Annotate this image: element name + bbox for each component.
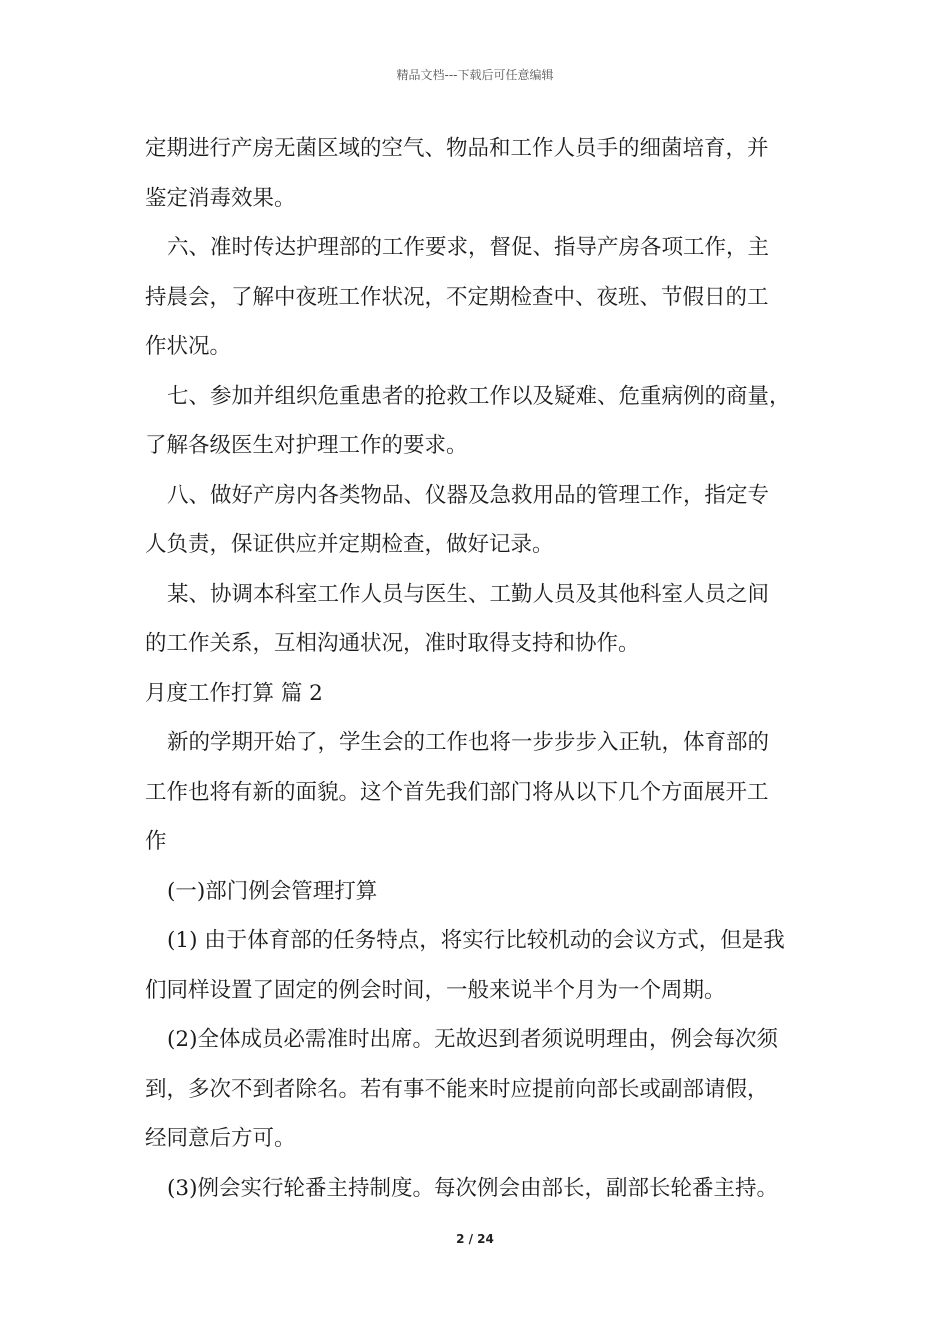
- text-line: 经同意后方可。: [145, 1126, 296, 1151]
- text-line: 月度工作打算 篇 2: [145, 680, 323, 706]
- text-block: [145, 124, 825, 1213]
- text-line: 作: [145, 829, 167, 854]
- text-line: (3)例会实行轮番主持制度。每次例会由部长，副部长轮番主持。: [167, 1175, 778, 1201]
- text-line: 某、协调本科室工作人员与医生、工勤人员及其他科室人员之间: [167, 581, 770, 607]
- page-number: 2 / 24: [456, 1232, 494, 1246]
- page-header: 精品文档---下载后可任意编辑: [396, 68, 554, 82]
- text-line: 作状况。: [145, 334, 232, 359]
- text-line: (一)部门例会管理打算: [167, 878, 378, 904]
- text-line: 定期进行产房无菌区域的空气、物品和工作人员手的细菌培育，并: [145, 136, 769, 161]
- text-line: 六、准时传达护理部的工作要求，督促、指导产房各项工作，主: [167, 235, 770, 260]
- text-line: (2)全体成员必需准时出席。无故迟到者须说明理由，例会每次须: [167, 1027, 778, 1052]
- text-line: 持晨会，了解中夜班工作状况，不定期检查中、夜班、节假日的工: [145, 284, 769, 310]
- text-line: 工作也将有新的面貌。这个首先我们部门将从以下几个方面展开工: [145, 779, 769, 805]
- text-line: 的工作关系，互相沟通状况，准时取得支持和协作。: [145, 631, 640, 656]
- text-line: (1) 由于体育部的任务特点，将实行比较机动的会议方式，但是我: [167, 928, 785, 953]
- text-line: 鉴定消毒效果。: [145, 185, 296, 211]
- text-line: 了解各级医生对护理工作的要求。: [145, 433, 468, 458]
- text-line: 八、做好产房内各类物品、仪器及急救用品的管理工作，指定专: [167, 482, 770, 508]
- document-body: [145, 124, 825, 1213]
- text-line: 人负责，保证供应并定期检查，做好记录。: [145, 532, 554, 557]
- text-line: 到，多次不到者除名。若有事不能来时应提前向部长或副部请假，: [145, 1076, 769, 1102]
- text-line: 新的学期开始了，学生会的工作也将一步步步入正轨，体育部的: [167, 730, 770, 755]
- text-line: 七、参加并组织危重患者的抢救工作以及疑难、危重病例的商量，: [167, 383, 791, 409]
- text-line: 们同样设置了固定的例会时间，一般来说半个月为一个周期。: [145, 977, 726, 1003]
